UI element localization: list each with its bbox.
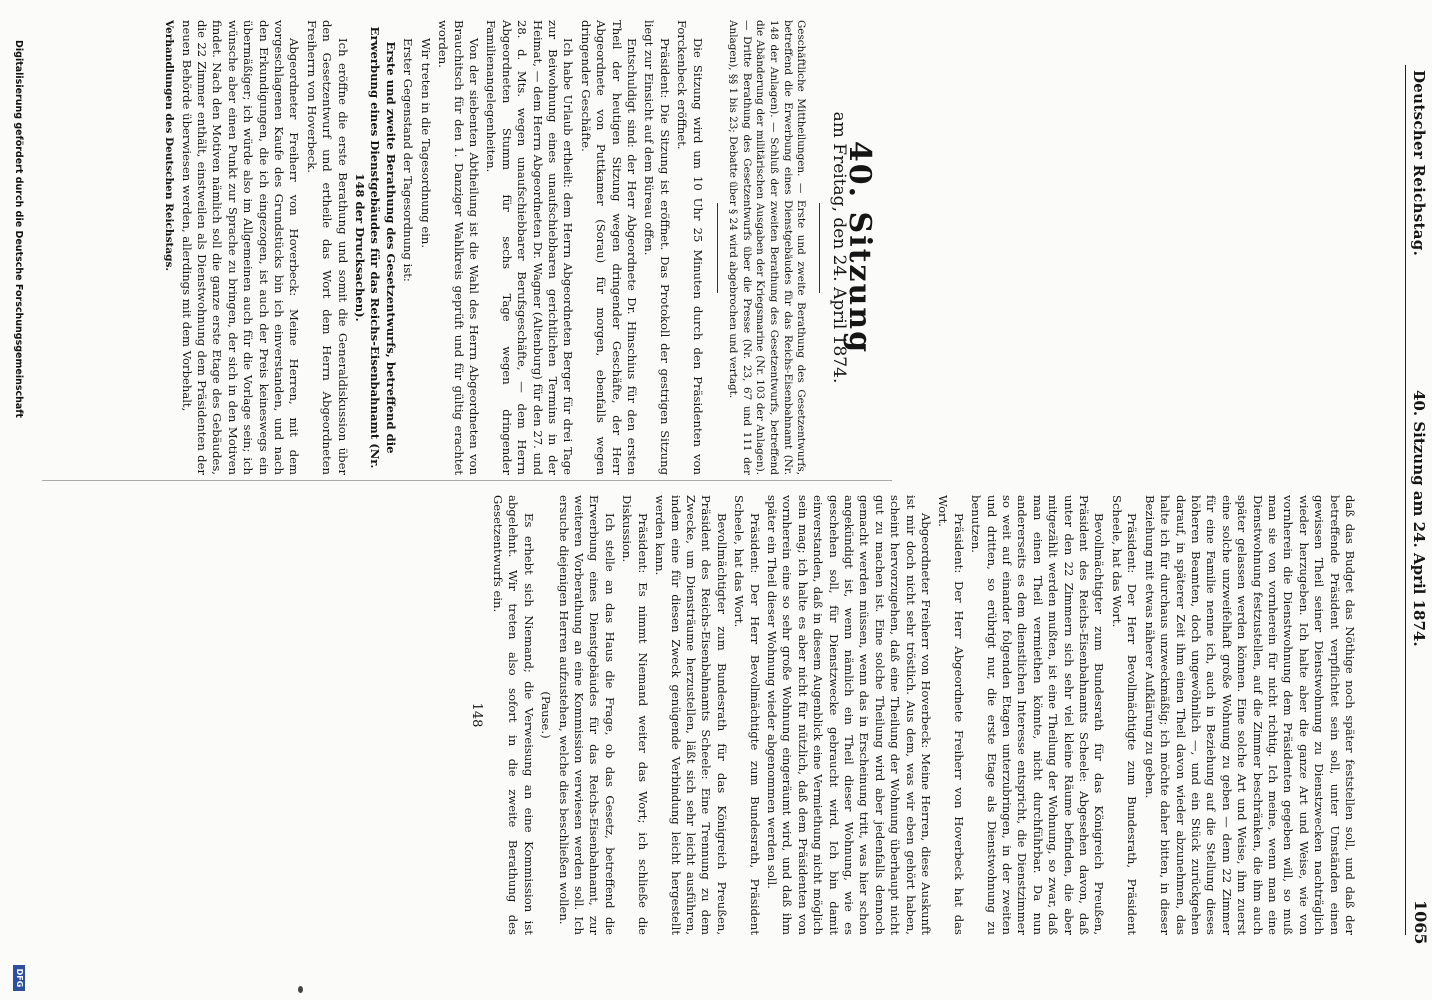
agenda-summary: Geschäftliche Mittheilungen. — Erste und zweite Berathung des Gesetzentwurfs, betreffend die Erwerbung eines Dienstgebäudes für das Reichs-Eisenbahnamt (Nr. 148 der Anlagen). — Schluß der zweiten Berathung des Gesetzentwurfs, betreffend die Abänderung der militärischen Ausgaben der Kriegsmarine (Nr. 103 der Anlagen). — Dritte Berathung des Gesetzentwurfs über die Presse (Nr. 23, 67 und 111 der Anlagen), §§ 1 bis 23; Debatte über § 24 wird abgebrochen und vertagt. bbox=[727, 20, 808, 475]
header-rule bbox=[1405, 65, 1406, 935]
page-number: 1065 bbox=[1411, 900, 1430, 945]
sheet-number: 148 bbox=[468, 702, 484, 728]
paragraph: Entschuldigt sind: der Herr Abgeordnete Dr. Hinschius für den ersten Theil der heutigen Sitzung wegen dringender Geschäfte, der Herr Abgeordnete von Puttkamer (Sorau) für morgen, ebenfalls wegen dringender Geschäfte. bbox=[578, 20, 639, 475]
title-divider bbox=[819, 203, 820, 293]
paragraph: Bevollmächtigter zum Bundesrath für das Königreich Preußen, Präsident des Reichs-Eisenbahnamts Scheele: Eine Trennung zu dem Zwecke, um Diensträume herzustellen, läßt sich sehr leicht ausführen, indem eine für diesen Zweck genügende Verbindung leicht hergestellt werden kann. bbox=[653, 495, 729, 935]
column-divider bbox=[42, 480, 892, 481]
session-date: am Freitag, den 24. April 1874. bbox=[828, 111, 849, 384]
paragraph: Abgeordneter Freiherr von Hoverbeck: Meine Herren, diese Auskunft ist mir doch nicht sehr tröstlich. Aus dem, was wir eben gehört haben, scheint hervorzugehen, daß eine Theilung der Wohnung überhaupt nicht gut zu machen ist. Eine solche Theilung wird aber jedenfalls dennoch gemacht werden müssen, wenn das in Erscheinung tritt, was hier schon angekündigt ist, wenn nämlich ein Theil dieser Wohnung, wie es geschehen soll, für Dienstzwecke gebraucht wird. Ich bin damit einverstanden, daß in diesem Augenblick eine Vermiethung nicht möglich sein mag; ich halte es aber nicht für nützlich, daß dem Präsidenten von vornherein eine so sehr große Wohnung eingeräumt wird, und daß ihm später ein Theil dieser Wohnung wieder abgenommen werden soll. bbox=[764, 495, 934, 935]
paragraph: Es erhebt sich Niemand; die Verweisung an eine Kommission ist abgelehnt. Wir treten also sofort in die zweite Berathung des Gesetzentwurfs ein. bbox=[491, 495, 536, 935]
scan-speck bbox=[298, 986, 303, 993]
paragraph: Wir treten in die Tagesordnung ein. bbox=[418, 38, 433, 249]
opening-text: Die Sitzung wird um 10 Uhr 25 Minuten durch den Präsidenten von Forckenbeck eröffnet. bbox=[675, 20, 705, 475]
paragraph: Präsident: Die Sitzung ist eröffnet. Das Protokoll der gestrigen Sitzung liegt zur Einsicht auf dem Büreau offen. bbox=[642, 20, 672, 475]
paragraph: Erster Gegenstand der Tagesordnung ist: bbox=[401, 38, 416, 282]
agenda-heading: Erste und zweite Berathung des Gesetzentwurfs, betreffend die Erwerbung eines Dienstgebäudes für das Reichs-Eisenbahnamt (Nr. 148 der Drucksachen). bbox=[353, 26, 398, 469]
sheet-signature: Verhandlungen des Deutschen Reichstags. bbox=[163, 20, 176, 272]
paragraph: Von der siebenten Abtheilung ist die Wahl des Herrn Abgeordneten von Brauchitsch für den 1. Danziger Wahlkreis geprüft und für gültig erachtet worden. bbox=[436, 20, 481, 475]
paragraph: Ich habe Urlaub ertheilt: dem Herrn Abgeordneten Berger für drei Tage zur Beiwohnung eines unaufschiebbaren gerichtlichen Termins in der Heimat, — dem Herrn Abgeordneten Dr. Wagner (Altenburg) für den 27. und 28. d. Mts. wegen unaufschiebbarer Berufsgeschäfte, — dem Herrn Abgeordneten Stumm für sechs Tage wegen dringender Familienangelegenheiten. bbox=[484, 20, 576, 475]
running-header-session: 40. Sitzung am 24. April 1874. bbox=[1410, 390, 1428, 647]
pause-note: (Pause.) bbox=[539, 691, 554, 739]
paragraph: Präsident: Der Herr Bevollmächtigte zum Bundesrath, Präsident Scheele, hat das Wort. bbox=[732, 495, 762, 935]
paragraph: Ich stelle an das Haus die Frage, ob das Gesetz, betreffend die Erwerbung eines Dienstgebäudes für das Reichs-Eisenbahnamt, zur weiteren Vorberathung an eine Kommission verwiesen werden soll. Ich ersuche diejenigen Herren aufzustehen, welche dies beschließen wollen. bbox=[556, 495, 617, 935]
paragraph: Präsident: Es nimmt Niemand weiter das Wort; ich schließe die Diskussion. bbox=[620, 495, 650, 935]
paragraph: Präsident: Der Herr Abgeordnete Freiherr von Hoverbeck hat das Wort. bbox=[936, 495, 966, 935]
dfg-logo: DFG bbox=[13, 965, 25, 991]
summary-divider bbox=[717, 203, 718, 293]
right-column bbox=[468, 495, 1357, 935]
paragraph: Ich eröffne die erste Berathung und somit die Generaldiskussion über den Gesetzentwurf und ertheile das Wort dem Herrn Abgeordneten Freiherrn von Hoverbeck. bbox=[304, 20, 350, 475]
paragraph: Präsident: Der Herr Bevollmächtigte zum Bundesrath, Präsident Scheele, hat das Wort. bbox=[1109, 495, 1140, 935]
running-header-left: Deutscher Reichstag. bbox=[1410, 70, 1428, 257]
paragraph: daß das Budget das Nöthige noch später feststellen soll, und daß der betreffende Präsident verpflichtet sein soll, unter Umständen einen gewissen Theil seiner Dienstwohnung zu Dienstzwecken nachträglich wieder herzugeben. Ich halte aber die ganze Art und Weise, wie von vornherein die Dienstwohnung dem Präsidenten gegeben will, so muß man sie von vornherein für nicht richtig. Ich meine, wenn man eine Dienstwohnung festzustellen, auf die Zimmer beschränken, die ihm auch später gelassen werden können. Eine solche Art und Weise, ihm zuerst eine solche unzweifelhaft große Wohnung zu geben — denn 22 Zimmer für eine Familie nenne ich, auch in Beziehung auf die Stellung dieses höheren Beamten, doch ungewöhnlich —, und ein Stück zurückgehen darauf, in späterer Zeit ihm einen Theil davon wieder abzunehmen, das halte ich für durchaus unzweckmäßig; ich möchte daher bitten, in dieser Beziehung mit etwas näherer Aufklärung zu geben. bbox=[1142, 495, 1357, 935]
session-title: 40. Sitzung bbox=[842, 140, 877, 355]
left-column bbox=[159, 20, 887, 475]
paragraph: Abgeordneter Freiherr von Hoverbeck: Meine Herren, mit dem vorgeschlagenen Kaufe des Grundstücks bin ich einverstanden, und nach den Erkundigungen, die ich eingezogen, ist auch der Preis keineswegs ein übermäßiger; ich würde also im Allgemeinen auch für die Vorlage sein; ich wünsche aber einen Punkt zur Sprache zu bringen, der sich in den Motiven findet. Nach den Motiven nämlich soll die ganze erste Etage des Gebäudes, die 22 Zimmer enthält, einstweilen als Dienstwohnung dem Präsidenten der neuen Behörde überwiesen werden, allerdings mit dem Vorbehalt, bbox=[179, 20, 302, 475]
paragraph: Bevollmächtigter zum Bundesrath für das Königreich Preußen, Präsident des Reichs-Eisenbahnamts Scheele: Abgesehen davon, daß unter den 22 Zimmern sich sehr viel kleine Räume befinden, die aber mitgezählt werden mußten, ist eine Theilung der Wohnung, so zwar, daß man einen Theil vermiethen könnte, nicht durchführbar. Da nun andererseits es dem dienstlichen Interesse entspricht, die Dienstzimmer so weit auf einander folgenden Etagen unterzubringen, in der zweiten und dritten, so erübrigt nur, die erste Etage als Dienstwohnung zu benutzen. bbox=[969, 495, 1107, 935]
digitization-notice: Digitalisierung gefördert durch die Deutsche Forschungsgemeinschaft bbox=[13, 40, 24, 418]
